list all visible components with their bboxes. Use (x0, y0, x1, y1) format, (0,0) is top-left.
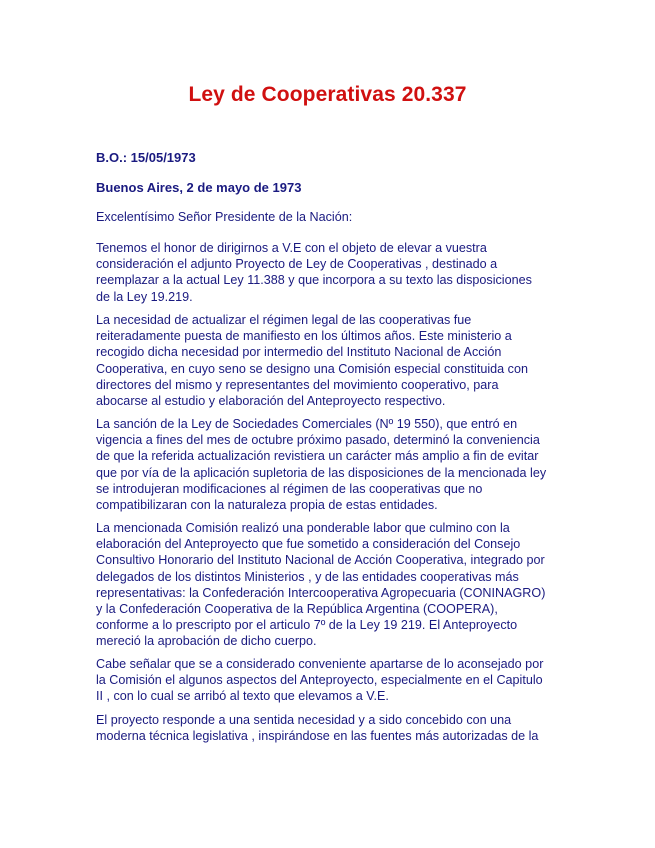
paragraph-line: compatibilizaran con la naturaleza propia de estas entidades. (96, 498, 438, 513)
paragraph-line: que por vía de la aplicación supletoria de las disposiciones de la mencionada ley (96, 465, 547, 480)
paragraph-line: La necesidad de actualizar el régimen legal de las cooperativas fue (96, 313, 472, 327)
paragraph-line: moderna técnica legislativa , inspirándose en las fuentes más autorizadas de la (96, 729, 539, 744)
paragraph-line: se introdujeran modificaciones al régimen de las cooperativas que no (96, 481, 483, 496)
paragraph-line: Cooperativa, en cuyo seno se designo una Comisión especial constituida con (96, 361, 528, 376)
paragraph-line: La sanción de la Ley de Sociedades Comerciales (Nº 19 550), que entró en (96, 417, 518, 431)
salutation: Excelentísimo Señor Presidente de la Nación: (96, 210, 353, 224)
paragraph-line: recogido dicha necesidad por intermedio del Instituto Nacional de Acción (96, 345, 502, 360)
paragraph-4 (96, 520, 566, 650)
paragraph-line: conforme a lo prescripto por el articulo 7º de la Ley 19 219. El Anteproyecto (96, 618, 518, 633)
paragraph-line: El proyecto responde a una sentida necesidad y a sido concebido con una (96, 713, 512, 727)
paragraph-line: y la Confederación Cooperativa de la República Argentina (COOPERA), (96, 602, 498, 617)
paragraph-line: de la Ley 19.219. (96, 289, 193, 304)
paragraph-line: II , con lo cual se arribó al texto que elevamos a V.E. (96, 689, 389, 704)
paragraph-line: reemplazar a la actual Ley 11.388 y que incorpora a su texto las disposiciones (96, 273, 532, 288)
paragraph-line: mereció la aprobación de dicho cuerpo. (96, 634, 317, 649)
paragraph-3 (96, 416, 566, 513)
paragraph-line: Cabe señalar que se a considerado conveniente apartarse de lo aconsejado por (96, 657, 544, 671)
document-title: Ley de Cooperativas 20.337 (188, 83, 467, 106)
place-and-date: Buenos Aires, 2 de mayo de 1973 (96, 180, 302, 195)
paragraph-line: directores del mismo y representantes del movimiento cooperativo, para (96, 377, 499, 392)
paragraph-line: abocarse al estudio y elaboración del Anteproyecto respectivo. (96, 394, 446, 409)
paragraph-line: La mencionada Comisión realizó una ponderable labor que culmino con la (96, 521, 510, 535)
paragraph-1 (96, 240, 566, 305)
paragraph-line: representativas: la Confederación Intercooperativa Agropecuaria (CONINAGRO) (96, 585, 546, 600)
paragraph-line: de que la referida actualización revistiera un carácter más amplio a fin de evitar (96, 449, 539, 464)
paragraph-6 (96, 712, 566, 744)
paragraph-2 (96, 312, 566, 409)
paragraph-line: vigencia a fines del mes de octubre próximo pasado, determinó la conveniencia (96, 433, 540, 448)
paragraph-line: reiteradamente puesta de manifiesto en los últimos años. Este ministerio a (96, 329, 512, 344)
paragraph-line: Tenemos el honor de dirigirnos a V.E con el objeto de elevar a vuestra (96, 241, 487, 255)
paragraph-line: consideración el adjunto Proyecto de Ley de Cooperativas , destinado a (96, 257, 498, 272)
paragraph-5 (96, 656, 566, 705)
publication-date: B.O.: 15/05/1973 (96, 150, 196, 165)
paragraph-line: elaboración del Anteproyecto que fue sometido a consideración del Consejo (96, 537, 521, 552)
paragraph-line: Consultivo Honorario del Instituto Nacional de Acción Cooperativa, integrado por (96, 553, 545, 568)
paragraph-line: la Comisión el algunos aspectos del Anteproyecto, especialmente en el Capitulo (96, 673, 543, 688)
paragraph-line: delegados de los distintos Ministerios , y de las entidades cooperativas más (96, 569, 519, 584)
